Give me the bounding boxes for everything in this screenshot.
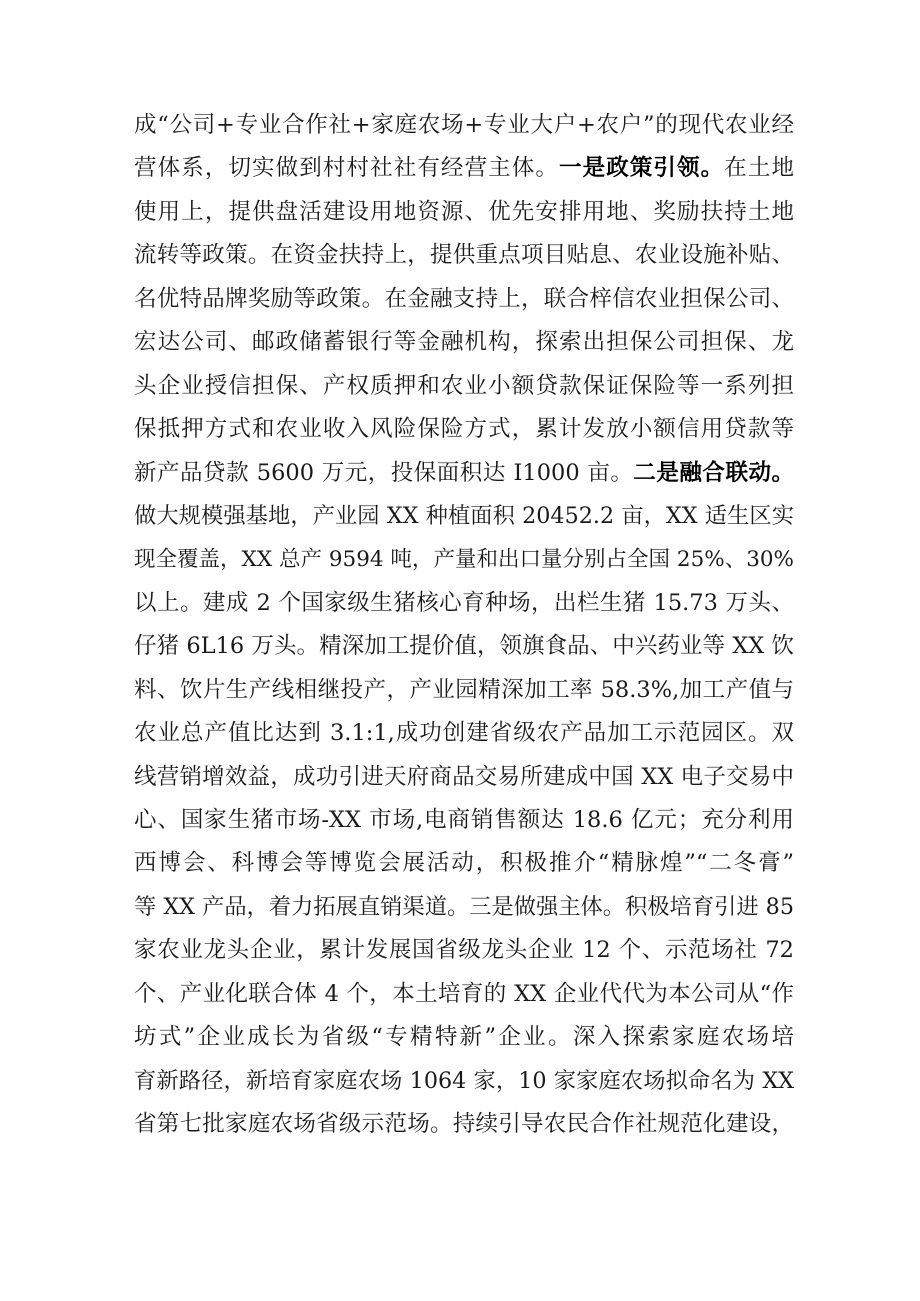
text-segment: 省第七批家庭农场省级示范场。持续引导农民合作社规范化建设，: [134, 1111, 794, 1138]
text-line: [134, 104, 794, 147]
text-line: [134, 495, 794, 538]
text-line: [134, 1060, 794, 1103]
text-line: [134, 278, 794, 321]
text-line: [134, 365, 794, 408]
text-line: [134, 321, 794, 364]
text-segment: 名优特品牌奖励等政策。在金融支持上，联合梓信农业担保公司、: [134, 285, 794, 312]
text-line: [134, 452, 794, 495]
text-line: [134, 625, 794, 668]
text-segment: 做大规模强基地，产业园 XX 种植面积 20452.2 亩，XX 适生区实: [134, 502, 794, 529]
text-line: [134, 929, 794, 972]
text-line: [134, 799, 794, 842]
text-line: [134, 582, 794, 625]
text-line: [134, 669, 794, 712]
text-segment: 流转等政策。在资金扶持上，提供重点项目贴息、农业设施补贴、: [134, 242, 794, 269]
text-segment: 个、产业化联合体 4 个，本土培育的 XX 企业代代为本公司从“作: [134, 980, 794, 1007]
text-segment: 宏达公司、邮政储蓄银行等金融机构，探索出担保公司担保、龙: [134, 329, 794, 356]
text-segment: 头企业授信担保、产权质押和农业小额贷款保证保险等一系列担: [134, 372, 794, 399]
text-segment: 新产品贷款 5600 万元，投保面积达 I1000 亩。: [134, 459, 634, 486]
text-line: [134, 191, 794, 234]
text-segment: 心、国家生猪市场-XX 市场,电商销售额达 18.6 亿元；充分利用: [134, 807, 794, 833]
body-text: [134, 104, 794, 1147]
text-segment: 料、饮片生产线相继投产，产业园精深加工率 58.3%,加工产值与: [134, 676, 794, 703]
text-line: [134, 408, 794, 451]
text-segment: 仔猪 6L16 万头。精深加工提价值，领旗食品、中兴药业等 XX 饮: [134, 633, 794, 660]
text-line: [134, 1103, 794, 1146]
text-segment: 现全覆盖，XX 总产 9594 吨，产量和出口量分别占全国 25%、30%: [134, 547, 794, 573]
text-segment: 保抵押方式和农业收入风险保险方式，累计发放小额信用贷款等: [134, 416, 794, 443]
text-segment: 育新路径，新培育家庭农场 1064 家，10 家家庭农场拟命名为 XX: [134, 1067, 794, 1094]
text-segment: 等 XX 产品，着力拓展直销渠道。三是做强主体。积极培育引进 85: [134, 893, 794, 920]
text-line: [134, 538, 794, 581]
text-segment: 农业总产值比达到 3.1:1,成功创建省级农产品加工示范园区。双: [134, 720, 794, 747]
text-segment: 以上。建成 2 个国家级生猪核心育种场，出栏生猪 15.73 万头、: [134, 589, 794, 616]
text-line: [134, 973, 794, 1016]
text-segment: 成“公司+专业合作社+家庭农场+专业大户+农户”的现代农业经: [134, 112, 794, 138]
text-segment: 线营销增效益，成功引进天府商品交易所建成中国 XX 电子交易中: [134, 763, 794, 790]
text-line: [134, 842, 794, 885]
text-line: [134, 234, 794, 277]
text-line: [134, 712, 794, 755]
text-segment: 家农业龙头企业，累计发展国省级龙头企业 12 个、示范场社 72: [134, 937, 794, 964]
text-line: [134, 147, 794, 190]
text-segment: 西博会、科博会等博览会展活动，积极推介“精脉煌”“二冬膏”: [134, 850, 794, 877]
text-segment: 在土地: [724, 155, 794, 182]
text-line: [134, 756, 794, 799]
text-segment: 使用上，提供盘活建设用地资源、优先安排用地、奖励扶持土地: [134, 198, 794, 225]
bold-heading-phrase: 二是融合联动。: [633, 459, 794, 486]
text-line: [134, 886, 794, 929]
text-line: [134, 1016, 794, 1059]
text-segment: 坊式”企业成长为省级“专精特新”企业。深入探索家庭农场培: [134, 1024, 794, 1051]
text-segment: 营体系，切实做到村村社社有经营主体。: [134, 155, 559, 182]
bold-heading-phrase: 一是政策引领。: [558, 155, 725, 182]
